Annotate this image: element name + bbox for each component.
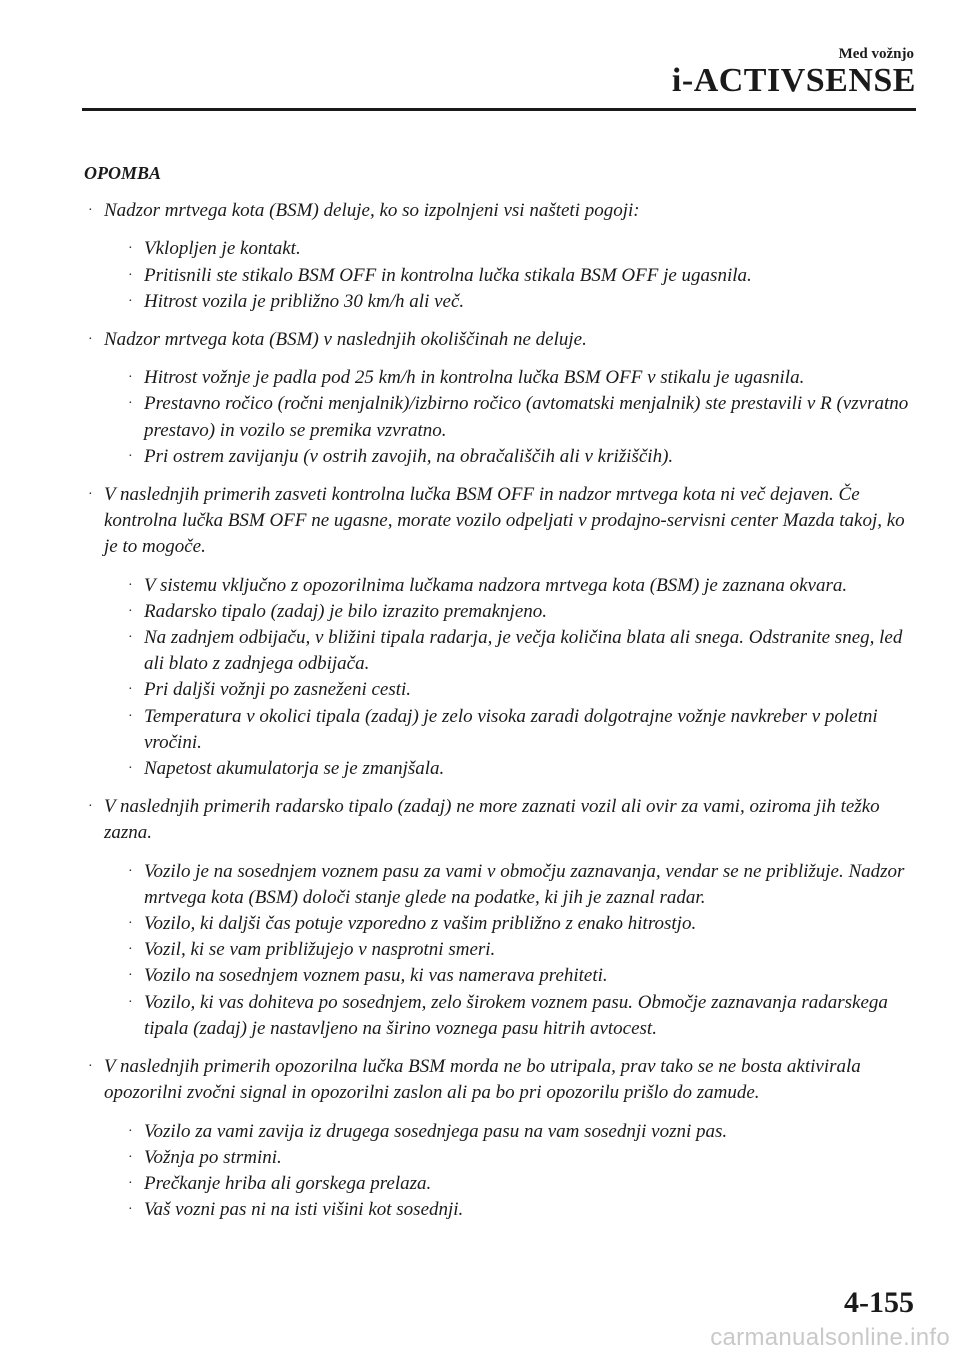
note-list: [84, 198, 920, 1223]
sub-item: [104, 365, 920, 391]
sub-item: [104, 1145, 920, 1171]
bullet-icon: ·: [128, 916, 133, 932]
sub-item-text: Pri daljši vožnji po zasneženi cesti.: [144, 679, 412, 701]
sub-item-text: Hitrost vozila je približno 30 km/h ali več.: [144, 290, 465, 312]
bullet-icon: ·: [128, 1149, 133, 1165]
bullet-icon: ·: [128, 942, 133, 958]
bullet-icon: ·: [128, 682, 133, 698]
sub-item-text: Vklopljen je kontakt.: [144, 238, 301, 260]
note-item: [84, 794, 920, 1042]
sub-item-text: V sistemu vključno z opozorilnima lučkama nadzora mrtvega kota (BSM) je zaznana okvara.: [144, 574, 848, 596]
sub-item-text: Pri ostrem zavijanju (v ostrih zavojih, na obračališčih ali v križiščih).: [144, 445, 674, 467]
header-divider: [82, 108, 916, 111]
sub-item: [104, 937, 920, 963]
bullet-icon: ·: [128, 241, 133, 257]
sub-item: [104, 625, 920, 677]
note-item: [84, 327, 920, 470]
bullet-icon: ·: [128, 1202, 133, 1218]
sub-item-text: Radarsko tipalo (zadaj) je bilo izrazito premaknjeno.: [144, 600, 548, 622]
sub-item-text: Vozilo je na sosednjem voznem pasu za vami v območju zaznavanja, vendar se ne približuje. Nadzor mrtvega kota (BSM) določi stanje glede na podatke, ki jih je zaznal radar.: [144, 860, 905, 908]
bullet-icon: ·: [88, 487, 93, 503]
section-label: Med vožnjo: [838, 46, 914, 62]
sub-item-text: Temperatura v okolici tipala (zadaj) je zelo visoka zaradi dolgotrajne vožnje navkreber v poletni vročini.: [144, 705, 878, 753]
sub-item: [104, 263, 920, 289]
sub-list: [104, 859, 920, 1042]
bullet-icon: ·: [128, 603, 133, 619]
sub-item-text: Na zadnjem odbijaču, v bližini tipala radarja, je večja količina blata ali snega. Odstranite sneg, led ali blato z zadnjega odbijača.: [144, 627, 903, 675]
bullet-icon: ·: [128, 630, 133, 646]
sub-item: [104, 599, 920, 625]
sub-list: [104, 365, 920, 470]
chapter-title: i-ACTIVSENSE: [671, 62, 916, 99]
bullet-icon: ·: [128, 396, 133, 412]
note-item: [84, 198, 920, 315]
sub-item-text: Vožnja po strmini.: [144, 1146, 282, 1168]
sub-item: [104, 990, 920, 1042]
sub-item: [104, 1171, 920, 1197]
sub-list: [104, 573, 920, 783]
bullet-icon: ·: [88, 1059, 93, 1075]
note-item: [84, 1054, 920, 1223]
sub-item: [104, 911, 920, 937]
sub-item: [104, 573, 920, 599]
note-item-text: V naslednjih primerih opozorilna lučka BSM morda ne bo utripala, prav tako se ne bosta aktivirala opozorilni zvočni signal in opozorilni zaslon ali pa bo pri opozorilu prišlo do zamude.: [104, 1056, 861, 1104]
bullet-icon: ·: [128, 761, 133, 777]
sub-item-text: Vaš vozni pas ni na isti višini kot sosednji.: [144, 1199, 464, 1221]
sub-item-text: Vozilo, ki daljši čas potuje vzporedno z vašim približno z enako hitrostjo.: [144, 913, 697, 935]
sub-item-text: Vozilo, ki vas dohiteva po sosednjem, zelo širokem voznem pasu. Območje zaznavanja radarskega tipala (zadaj) je nastavljeno na širino voznega pasu hitrih avtocest.: [144, 991, 888, 1039]
sub-list: [104, 1119, 920, 1224]
sub-item: [104, 391, 920, 443]
bullet-icon: ·: [128, 370, 133, 386]
bullet-icon: ·: [128, 708, 133, 724]
bullet-icon: ·: [128, 1175, 133, 1191]
note-item-text: V naslednjih primerih radarsko tipalo (zadaj) ne more zaznati vozil ali ovir za vami, oziroma jih težko zazna.: [104, 796, 880, 844]
bullet-icon: ·: [88, 332, 93, 348]
sub-item-text: Hitrost vožnje je padla pod 25 km/h in kontrolna lučka BSM OFF v stikalu je ugasnila.: [144, 367, 805, 389]
bullet-icon: ·: [128, 293, 133, 309]
bullet-icon: ·: [88, 203, 93, 219]
note-block: [84, 160, 920, 1235]
sub-item-text: Vozilo za vami zavija iz drugega sosednjega pasu na vam sosednji vozni pas.: [144, 1120, 728, 1142]
sub-item: [104, 859, 920, 911]
page-number: 4-155: [844, 1286, 914, 1319]
bullet-icon: ·: [128, 267, 133, 283]
sub-item: [104, 1119, 920, 1145]
sub-item-text: Pritisnili ste stikalo BSM OFF in kontrolna lučka stikala BSM OFF je ugasnila.: [144, 264, 752, 286]
bullet-icon: ·: [128, 968, 133, 984]
note-item-text: Nadzor mrtvega kota (BSM) deluje, ko so izpolnjeni vsi našteti pogoji:: [104, 200, 640, 222]
bullet-icon: ·: [128, 448, 133, 464]
sub-list: [104, 236, 920, 315]
sub-item: [104, 289, 920, 315]
sub-item-text: Prečkanje hriba ali gorskega prelaza.: [144, 1172, 432, 1194]
sub-item: [104, 704, 920, 756]
sub-item: [104, 677, 920, 703]
sub-item-text: Vozilo na sosednjem voznem pasu, ki vas namerava prehiteti.: [144, 965, 608, 987]
note-title: OPOMBA: [84, 163, 162, 183]
bullet-icon: ·: [128, 1123, 133, 1139]
sub-item-text: Vozil, ki se vam približujejo v nasprotni smeri.: [144, 939, 496, 961]
note-item-text: V naslednjih primerih zasveti kontrolna lučka BSM OFF in nadzor mrtvega kota ni več dejaven. Če kontrolna lučka BSM OFF ne ugasne, morate vozilo odpeljati v prodajno-servisni center Mazda takoj, ko je to mogoče.: [104, 484, 905, 558]
bullet-icon: ·: [88, 799, 93, 815]
sub-item: [104, 444, 920, 470]
sub-item: [104, 236, 920, 262]
sub-item: [104, 963, 920, 989]
bullet-icon: ·: [128, 863, 133, 879]
sub-item: [104, 756, 920, 782]
sub-item-text: Napetost akumulatorja se je zmanjšala.: [144, 758, 445, 780]
sub-item-text: Prestavno ročico (ročni menjalnik)/izbirno ročico (avtomatski menjalnik) ste prestavili v R (vzvratno prestavo) in vozilo se premika vzvratno.: [144, 393, 909, 441]
watermark: carmanualsonline.info: [710, 1324, 950, 1351]
note-item: [84, 482, 920, 782]
sub-item: [104, 1197, 920, 1223]
bullet-icon: ·: [128, 577, 133, 593]
bullet-icon: ·: [128, 994, 133, 1010]
note-item-text: Nadzor mrtvega kota (BSM) v naslednjih okoliščinah ne deluje.: [104, 329, 587, 351]
